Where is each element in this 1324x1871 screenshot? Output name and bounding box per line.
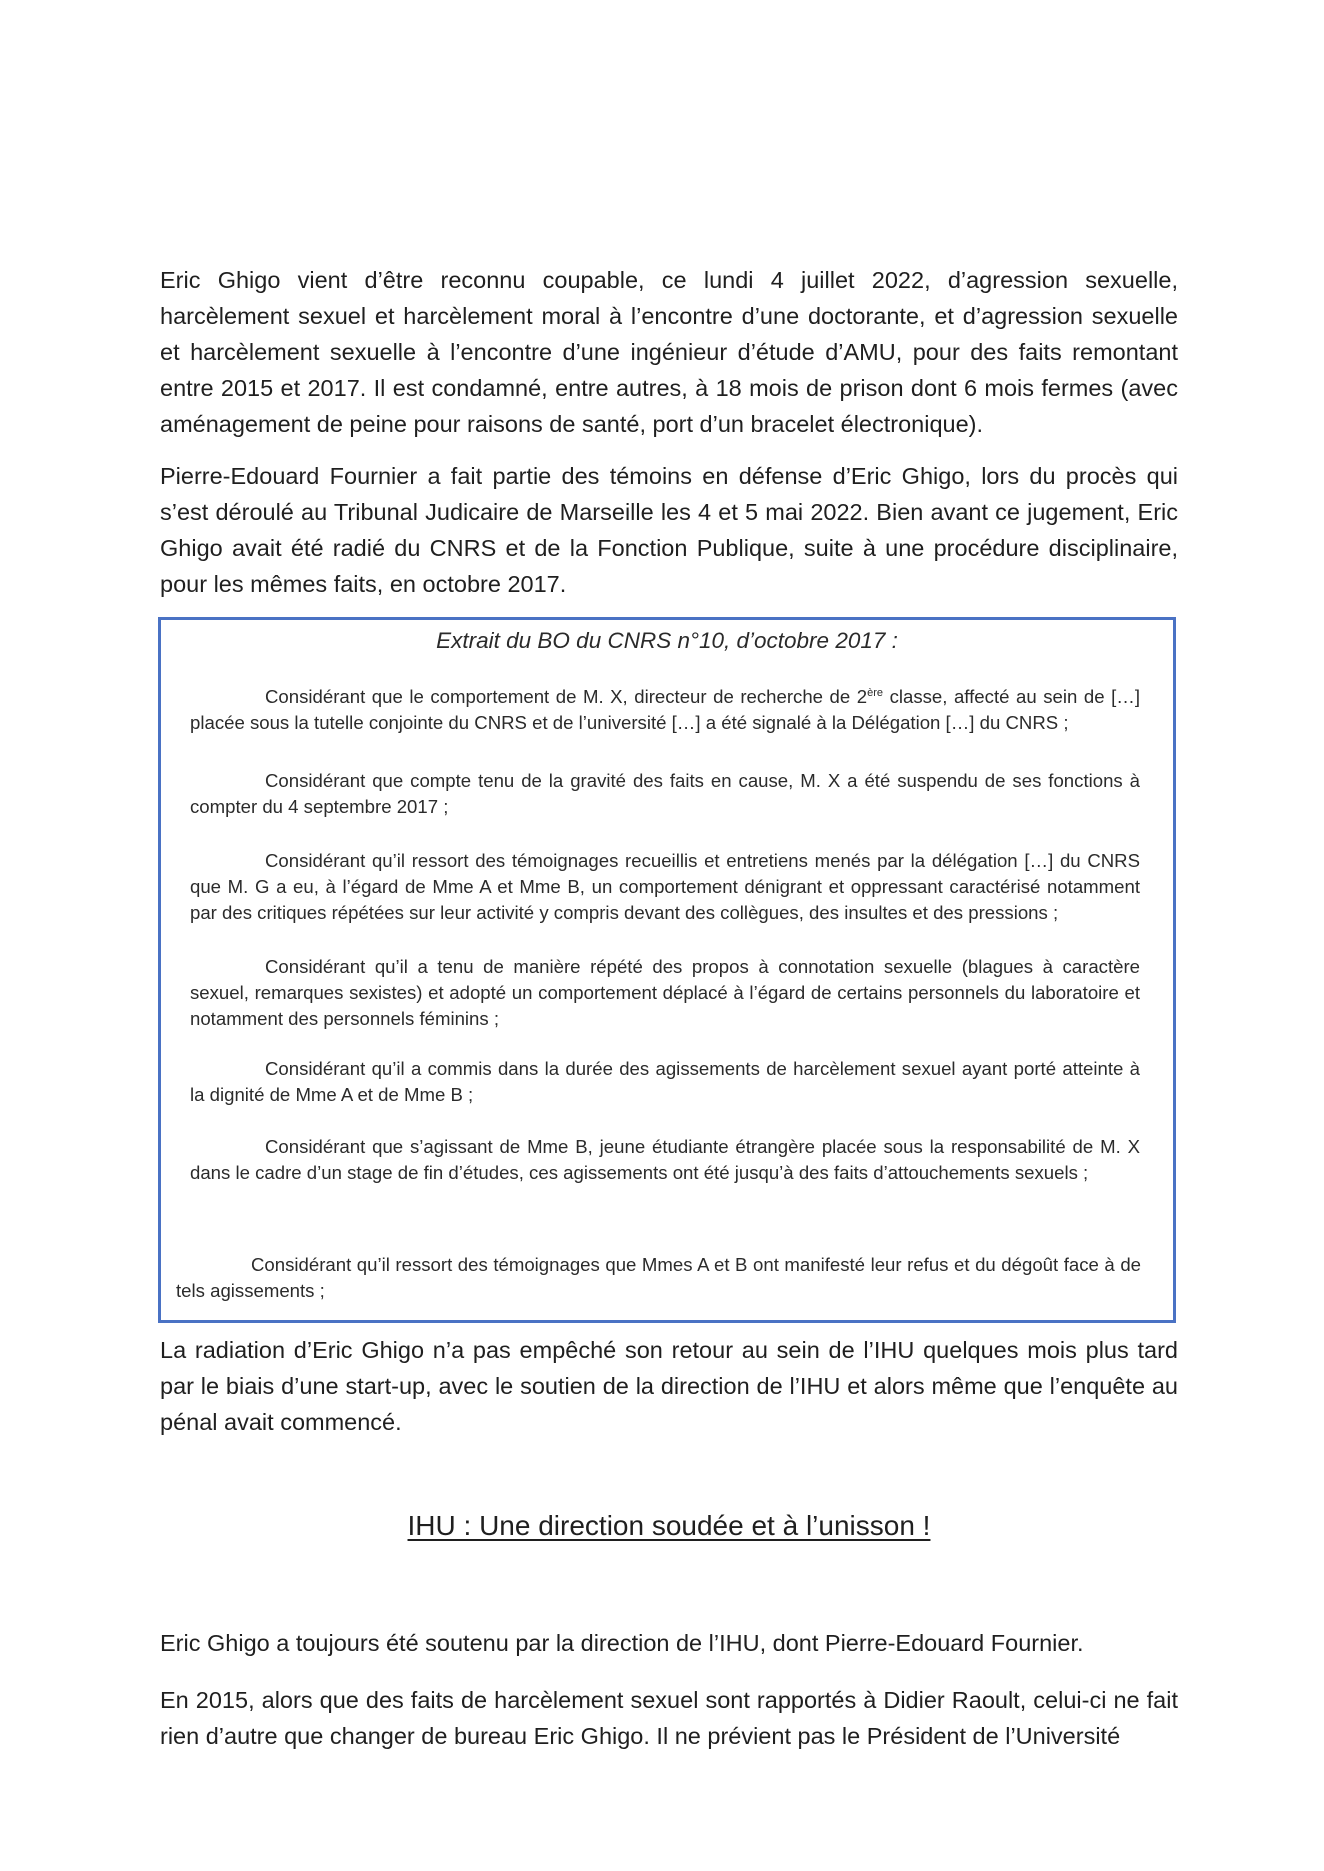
considerant-2: Considérant que compte tenu de la gravité des faits en cause, M. X a été suspendu de ses fonctions à compter du 4 septembre 2017 ; [190, 770, 1140, 817]
considerant-4: Considérant qu’il a tenu de manière répété des propos à connotation sexuelle (blagues à caractère sexuel, remarques sexistes) et adopté un comportement déplacé à l’égard de certains personnels du laboratoire et notamment des personnels féminins ; [190, 956, 1140, 1029]
considerant-1-before: Considérant que le comportement de M. X, directeur de recherche de 2 [265, 686, 868, 707]
considerant-1-superscript: ère [867, 686, 884, 699]
section-heading-text: IHU : Une direction soudée et à l’unisson ! [407, 1510, 931, 1541]
extract-title: Extrait du BO du CNRS n°10, d’octobre 2017 : [436, 628, 898, 653]
considerant-5: Considérant qu’il a commis dans la durée des agissements de harcèlement sexuel ayant porté atteinte à la dignité de Mme A et de Mme B ; [190, 1058, 1140, 1105]
section-heading [160, 1508, 1178, 1544]
cnrs-bulletin-extract [158, 617, 1176, 1323]
considerant-6: Considérant que s’agissant de Mme B, jeune étudiante étrangère placée sous la responsabilité de M. X dans le cadre d’un stage de fin d’études, ces agissements ont été jusqu’à des faits d’attouchements sexuels ; [190, 1136, 1140, 1183]
considerant-1-after: classe, affecté au sein de […] placée sous la tutelle conjointe du CNRS et de l’université […] a été signalé à la Délégation […] du CNRS ; [190, 686, 1140, 733]
paragraph-witness: Pierre-Edouard Fournier a fait partie des témoins en défense d’Eric Ghigo, lors du procès qui s’est déroulé au Tribunal Judicaire de Marseille les 4 et 5 mai 2022. Bien avant ce jugement, Eric Ghigo avait été radié du CNRS et de la Fonction Publique, suite à une procédure disciplinaire, pour les mêmes faits, en octobre 2017. [160, 463, 1178, 597]
paragraph-return-ihu: La radiation d’Eric Ghigo n’a pas empêché son retour au sein de l’IHU quelques mois plus tard par le biais d’une start-up, avec le soutien de la direction de l’IHU et alors même que l’enquête au pénal avait commencé. [160, 1337, 1178, 1435]
paragraph-verdict: Eric Ghigo vient d’être reconnu coupable, ce lundi 4 juillet 2022, d’agression sexuelle, harcèlement sexuel et harcèlement moral à l’encontre d’une doctorante, et d’agression sexuelle et harcèlement sexuelle à l’encontre d’une ingénieur d’étude d’AMU, pour des faits remontant entre 2015 et 2017. Il est condamné, entre autres, à 18 mois de prison dont 6 mois fermes (avec aménagement de peine pour raisons de santé, port d’un bracelet électronique). [160, 267, 1178, 437]
considerant-1 [190, 684, 1140, 736]
paragraph-support: Eric Ghigo a toujours été soutenu par la direction de l’IHU, dont Pierre-Edouard Fournier. [160, 1630, 1084, 1656]
considerant-3: Considérant qu’il ressort des témoignages recueillis et entretiens menés par la délégation […] du CNRS que M. G a eu, à l’égard de Mme A et Mme B, un comportement dénigrant et oppressant caractérisé notamment par des critiques répétées sur leur activité y compris devant des collègues, des insultes et des pressions ; [190, 850, 1140, 923]
paragraph-2015: En 2015, alors que des faits de harcèlement sexuel sont rapportés à Didier Raoult, celui-ci ne fait rien d’autre que changer de bureau Eric Ghigo. Il ne prévient pas le Président de l’Université [160, 1687, 1178, 1749]
considerant-7: Considérant qu’il ressort des témoignages que Mmes A et B ont manifesté leur refus et du dégoût face à de tels agissements ; [176, 1254, 1141, 1301]
